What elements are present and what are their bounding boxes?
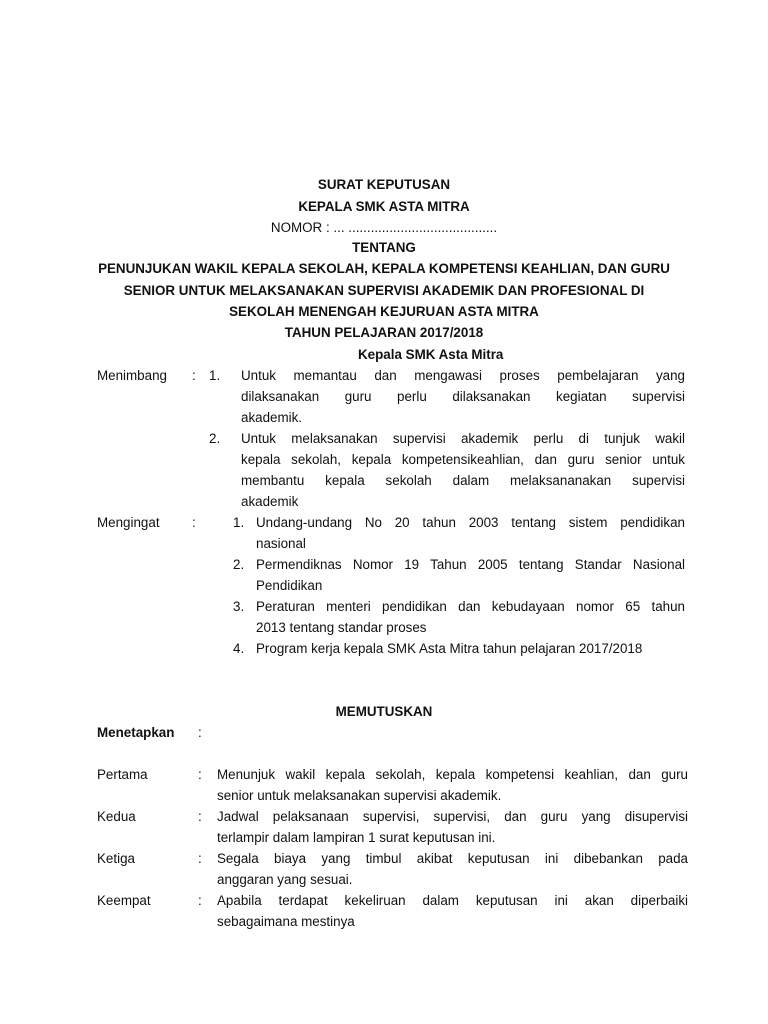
menimbang-1-line-2: dilaksanakan guru perlu dilaksanakan kegiatan supervisi — [241, 389, 685, 404]
decision-colon-pertama: : — [198, 767, 202, 782]
menimbang-2-line-1: Untuk melaksanakan supervisi akademik perlu di tunjuk wakil — [241, 431, 685, 446]
menimbang-label: Menimbang — [97, 368, 167, 383]
subject-line-2: SENIOR UNTUK MELAKSANAKAN SUPERVISI AKADEMIK DAN PROFESIONAL DI — [123, 283, 645, 298]
decision-label-pertama: Pertama — [97, 767, 148, 782]
decision-label-ketiga: Ketiga — [97, 851, 135, 866]
menimbang-2-line-2: kepala sekolah, kepala kompetensikeahlian, dan guru senior untuk — [241, 452, 685, 467]
decision-keempat-line-2: sebagaimana mestinya — [217, 914, 355, 929]
mengingat-3-line-2: 2013 tentang standar proses — [256, 620, 427, 635]
subject-line-1: PENUNJUKAN WAKIL KEPALA SEKOLAH, KEPALA KOMPETENSI KEAHLIAN, DAN GURU — [98, 261, 670, 276]
decision-ketiga-line-2: anggaran yang sesuai. — [217, 872, 353, 887]
document-subtitle: KEPALA SMK ASTA MITRA — [298, 199, 470, 214]
decision-pertama-line-2: senior untuk melaksanakan supervisi akademik. — [217, 788, 502, 803]
mengingat-2-line-2: Pendidikan — [256, 578, 323, 593]
mengingat-1-line-2: nasional — [256, 536, 306, 551]
memutuskan-heading: MEMUTUSKAN — [335, 704, 433, 719]
academic-year: TAHUN PELAJARAN 2017/2018 — [284, 325, 484, 340]
document-title: SURAT KEPUTUSAN — [317, 177, 451, 192]
menimbang-num-1: 1. — [209, 368, 221, 383]
document-number: NOMOR : ... ........................................ — [270, 220, 498, 235]
mengingat-2-line-1: Permendiknas Nomor 19 Tahun 2005 tentang Standar Nasional — [256, 557, 685, 572]
decision-label-kedua: Kedua — [97, 809, 136, 824]
mengingat-num-4: 4. — [233, 641, 245, 656]
mengingat-colon: : — [192, 515, 196, 530]
mengingat-4-line-1: Program kerja kepala SMK Asta Mitra tahun pelajaran 2017/2018 — [256, 641, 643, 656]
decision-colon-kedua: : — [198, 809, 202, 824]
mengingat-3-line-1: Peraturan menteri pendidikan dan kebudayaan nomor 65 tahun — [256, 599, 685, 614]
decision-kedua-line-2: terlampir dalam lampiran 1 surat keputusan ini. — [217, 830, 496, 845]
mengingat-label: Mengingat — [97, 515, 160, 530]
menimbang-colon: : — [192, 368, 196, 383]
decision-keempat-line-1: Apabila terdapat kekeliruan dalam keputusan ini akan diperbaiki — [217, 893, 688, 908]
mengingat-num-2: 2. — [233, 557, 245, 572]
decision-kedua-line-1: Jadwal pelaksanaan supervisi, supervisi, dan guru yang disupervisi — [217, 809, 688, 824]
menimbang-1-line-1: Untuk memantau dan mengawasi proses pembelajaran yang — [241, 368, 685, 383]
decision-pertama-line-1: Menunjuk wakil kepala sekolah, kepala kompetensi keahlian, dan guru — [217, 767, 688, 782]
mengingat-1-line-1: Undang-undang No 20 tahun 2003 tentang sistem pendidikan — [256, 515, 685, 530]
issuer: Kepala SMK Asta Mitra — [358, 347, 504, 362]
subject-line-3: SEKOLAH MENENGAH KEJURUAN ASTA MITRA — [229, 304, 539, 319]
menimbang-2-line-4: akademik — [241, 494, 299, 509]
decision-label-keempat: Keempat — [97, 893, 151, 908]
menetapkan-colon: : — [198, 725, 202, 740]
menimbang-2-line-3: membantu kepala sekolah dalam melaksananakan supervisi — [241, 473, 685, 488]
mengingat-num-1: 1. — [233, 515, 245, 530]
menetapkan-label: Menetapkan — [97, 725, 175, 740]
decision-colon-keempat: : — [198, 893, 202, 908]
mengingat-num-3: 3. — [233, 599, 245, 614]
decision-ketiga-line-1: Segala biaya yang timbul akibat keputusan ini dibebankan pada — [217, 851, 688, 866]
decision-colon-ketiga: : — [198, 851, 202, 866]
menimbang-num-2: 2. — [209, 431, 221, 446]
menimbang-1-line-3: akademik. — [241, 410, 303, 425]
tentang-heading: TENTANG — [352, 240, 416, 255]
